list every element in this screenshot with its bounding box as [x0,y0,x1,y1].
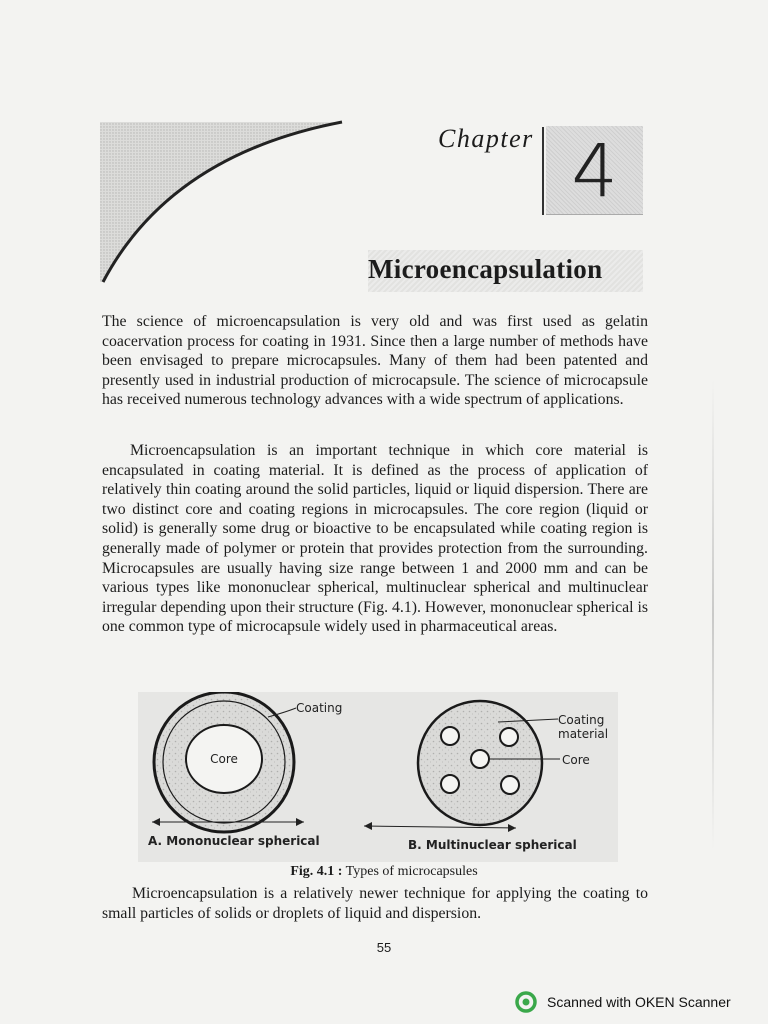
oken-scanner-logo-icon [515,991,537,1013]
multinuclear-caption: B. Multinuclear spherical [408,838,577,852]
paragraph-definition: Microencapsulation is an important technique in which core material is encapsulated in coating material. It is defined as the process of application of relatively thin coating around the solid particles, liquid or liquid dispersion. There are two distinct core and coating regions in microcapsules. The core region (liquid or solid) is generally some drug or bioactive to be encapsulated while coating region is generally made of polymer or protein that provides protection from the surrounding. Microcapsules are usually having size range between 1 and 2000 mm and can be various types like mononuclear spherical, multinuclear spherical and multinuclear irregular depending upon their structure (Fig. 4.1). However, mononuclear spherical is one common type of microcapsule widely used in pharmaceutical areas. [102,442,648,636]
mononuclear-coating-label: Coating [296,701,343,715]
scanner-watermark-text: Scanned with OKEN Scanner [547,994,731,1010]
chapter-number: 4 [571,129,618,213]
paragraph-intro: The science of microencapsulation is very old and was first used as gelatin coacervation process for coating in 1931. Since then a large number of methods have been envisaged to prepare microcapsules. Many of them had been patented and presently used in industrial production of microcapsule. The science of microcapsule has received numerous technology advances with a wide spectrum of applications. [102,313,648,409]
multinuclear-coating-label-line2: material [558,727,609,741]
figure-caption-prefix: Fig. 4.1 : [290,864,343,879]
mononuclear-core-label: Core [210,752,238,766]
figure-microcapsule-types [138,692,618,862]
chapter-title: Microencapsulation [368,254,603,284]
paragraph-technique: Microencapsulation is a relatively newer technique for applying the coating to small particles of solids or droplets of liquid and dispersion. [102,885,648,922]
page-number: 55 [376,940,392,955]
figure-caption [0,864,768,880]
mononuclear-caption: A. Mononuclear spherical [148,834,320,848]
page-binding-shadow [712,380,714,850]
chapter-label: Chapter [438,124,534,153]
multinuclear-coating-label-line1: Coating [558,713,605,727]
multinuclear-core-label: Core [562,753,590,767]
scanner-watermark [515,990,731,1014]
figure-caption-text: Types of microcapsules [342,864,478,879]
chapter-divider [542,127,544,215]
chapter-corner-decoration [100,120,350,285]
